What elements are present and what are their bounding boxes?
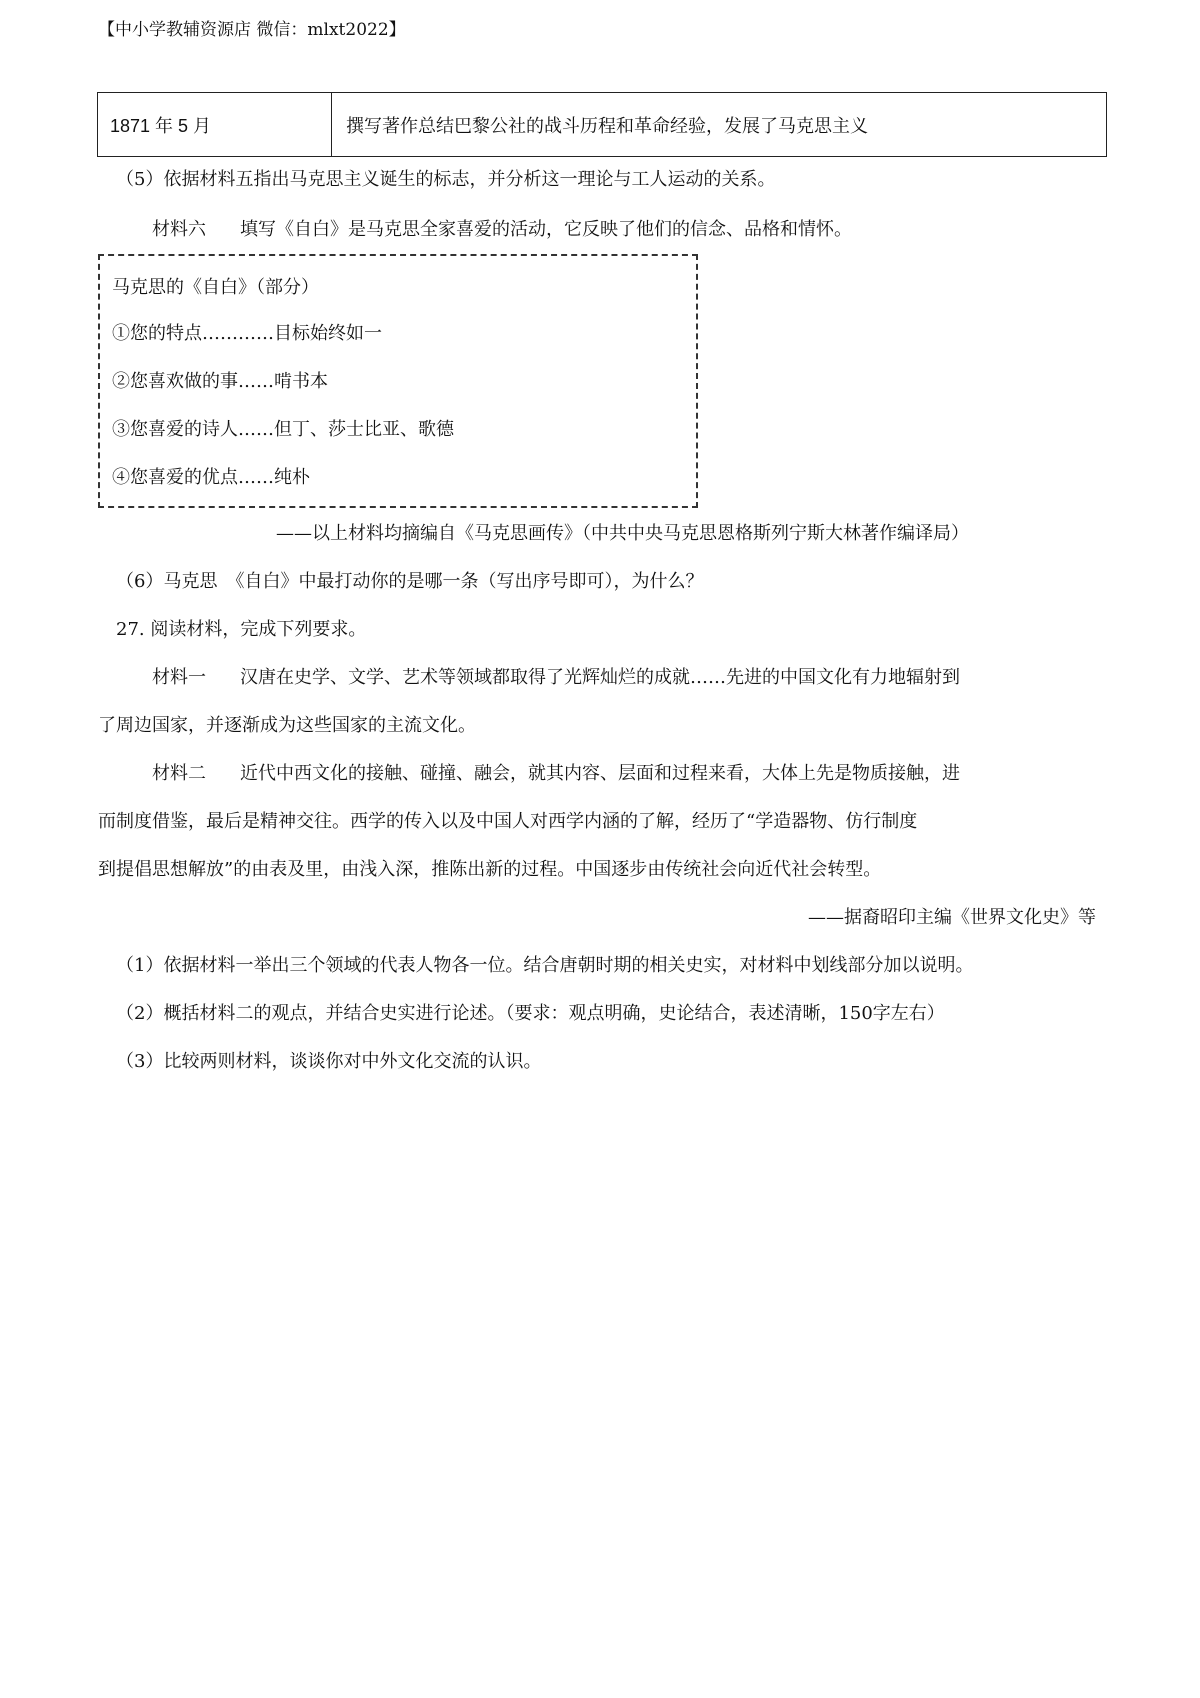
q27-source: ——据裔昭印主编《世界文化史》等 bbox=[808, 907, 1096, 928]
question-6: （6）马克思 《自白》中最打动你的是哪一条（写出序号即可），为什么？ bbox=[116, 571, 704, 592]
q27-sub-2: （2）概括材料二的观点，并结合史实进行论述。（要求：观点明确，史论结合，表述清晰，150字左右） bbox=[116, 1003, 945, 1024]
q27-material-1 bbox=[152, 666, 960, 690]
material-6-text: 填写《自白》是马克思全家喜爱的活动，它反映了他们的信念、品格和情怀。 bbox=[240, 219, 852, 240]
q27-material-1-text: 汉唐在史学、文学、艺术等领域都取得了光辉灿烂的成就……先进的中国文化有力地辐射到 bbox=[240, 667, 960, 688]
q27-material-1-label: 材料一 bbox=[152, 667, 206, 688]
material-6-source: ——以上材料均摘编自《马克思画传》（中共中央马克思恩格斯列宁斯大林著作编译局） bbox=[276, 523, 969, 544]
material-6 bbox=[152, 218, 852, 242]
confession-title: 马克思的《自白》（部分） bbox=[112, 277, 319, 298]
q27-material-2-cont: 到提倡思想解放”的由表及里，由浅入深，推陈出新的过程。中国逐步由传统社会向近代社会转型。 bbox=[98, 859, 882, 880]
table-event-cell: 撰写著作总结巴黎公社的战斗历程和革命经验，发展了马克思主义 bbox=[346, 115, 868, 137]
confession-item: ①您的特点…………目标始终如一 bbox=[112, 323, 382, 344]
q27-material-2-text: 近代中西文化的接触、碰撞、融会，就其内容、层面和过程来看，大体上先是物质接触，进 bbox=[240, 763, 960, 784]
table-date-cell: 1871 年 5 月 bbox=[98, 93, 332, 156]
confession-box bbox=[98, 254, 698, 508]
q27-material-2 bbox=[152, 762, 960, 786]
confession-item: ②您喜欢做的事……啃书本 bbox=[112, 371, 328, 392]
q27-material-2-label: 材料二 bbox=[152, 763, 206, 784]
header-note: 【中小学教辅资源店 微信：mlxt2022】 bbox=[98, 20, 406, 40]
confession-item: ③您喜爱的诗人……但丁、莎士比亚、歌德 bbox=[112, 419, 454, 440]
q27-sub-1: （1）依据材料一举出三个领域的代表人物各一位。结合唐朝时期的相关史实，对材料中划线部分加以说明。 bbox=[116, 955, 974, 976]
question-5: （5）依据材料五指出马克思主义诞生的标志，并分析这一理论与工人运动的关系。 bbox=[116, 169, 776, 190]
q27-material-1-cont: 了周边国家，并逐渐成为这些国家的主流文化。 bbox=[98, 715, 476, 736]
timeline-table-row bbox=[97, 92, 1107, 157]
material-6-label: 材料六 bbox=[152, 219, 206, 240]
question-27-title: 27. 阅读材料，完成下列要求。 bbox=[116, 619, 367, 640]
confession-item: ④您喜爱的优点……纯朴 bbox=[112, 467, 310, 488]
q27-sub-3: （3）比较两则材料，谈谈你对中外文化交流的认识。 bbox=[116, 1051, 542, 1072]
q27-material-2-cont: 而制度借鉴，最后是精神交往。西学的传入以及中国人对西学内涵的了解，经历了“学造器物、仿行制度 bbox=[98, 811, 918, 832]
